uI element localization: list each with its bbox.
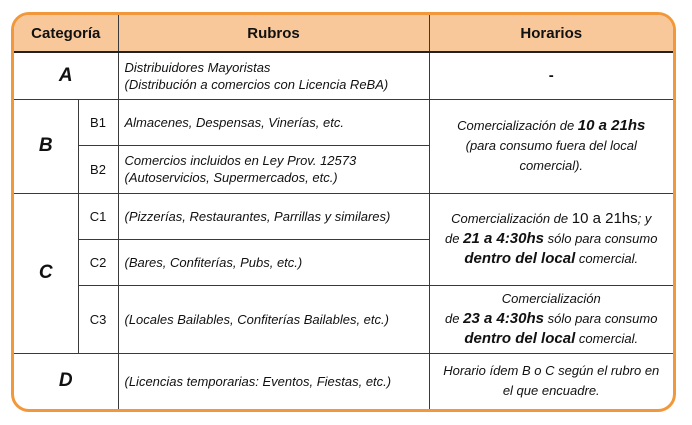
horario-c12-de: de [445, 231, 464, 246]
horario-c12-night: 21 a 4:30hs [463, 230, 544, 247]
category-d: D [14, 353, 118, 409]
table-row [14, 353, 673, 409]
horario-c3-local: dentro del local [464, 330, 576, 347]
rubro-b2 [118, 145, 429, 193]
horario-c12-consumo: sólo para consumo [544, 231, 658, 246]
header-rubros: Rubros [118, 15, 429, 52]
category-b: B [14, 99, 78, 193]
horario-c12-comercial: comercial. [575, 251, 639, 266]
schedule-table [14, 15, 673, 409]
sub-b2: B2 [78, 145, 118, 193]
horario-c12-post: ; y [637, 211, 652, 226]
horario-c3-consumo: sólo para consumo [544, 311, 658, 326]
header-horarios: Horarios [429, 15, 673, 52]
horario-c3-de: de [445, 311, 464, 326]
table-row [14, 285, 673, 353]
horario-a: - [429, 52, 673, 99]
horario-d-line1: Horario ídem B o C según el rubro en [443, 363, 660, 379]
horario-b-line3: comercial). [519, 158, 584, 173]
header-row [14, 15, 673, 52]
table-row [14, 193, 673, 239]
horario-b [429, 99, 673, 193]
rubro-b2-line2: (Autoservicios, Supermercados, etc.) [124, 170, 338, 185]
horario-d [429, 353, 673, 409]
horario-b-text: Comercialización de [457, 118, 578, 133]
horario-c12-text: Comercialización de [451, 211, 572, 226]
horario-c12-local: dentro del local [464, 250, 576, 267]
horario-c3-line1: Comercialización [501, 291, 601, 306]
rubro-a-line1: Distribuidores Mayoristas [124, 59, 271, 75]
sub-c2: C2 [78, 239, 118, 285]
category-c: C [14, 193, 78, 353]
rubro-d: (Licencias temporarias: Eventos, Fiestas, etc.) [118, 353, 429, 409]
rubro-c3: (Locales Bailables, Confiterías Bailables, etc.) [118, 285, 429, 353]
table-row [14, 52, 673, 99]
horario-c1-c2 [429, 193, 673, 285]
horario-b-line2: (para consumo fuera del local [465, 138, 637, 153]
horario-c3-time: 23 a 4:30hs [463, 310, 544, 327]
header-categoria: Categoría [14, 15, 118, 52]
category-a: A [14, 52, 118, 99]
rubro-c2: (Bares, Confiterías, Pubs, etc.) [118, 239, 429, 285]
sub-c3: C3 [78, 285, 118, 353]
sub-b1: B1 [78, 99, 118, 145]
rubro-b1: Almacenes, Despensas, Vinerías, etc. [118, 99, 429, 145]
rubro-c1: (Pizzerías, Restaurantes, Parrillas y similares) [118, 193, 429, 239]
rubro-a-line2: (Distribución a comercios con Licencia ReBA) [124, 76, 389, 92]
horario-c12-time: 10 a 21hs [571, 210, 638, 227]
horario-b-time: 10 a 21hs [577, 117, 646, 134]
rubro-b2-line1: Comercios incluidos en Ley Prov. 12573 [124, 153, 357, 168]
schedule-table-frame [11, 12, 676, 412]
horario-c3-comercial: comercial. [575, 331, 639, 346]
horario-d-line2: el que encuadre. [502, 383, 600, 399]
rubro-a [118, 52, 429, 99]
sub-c1: C1 [78, 193, 118, 239]
horario-c3 [429, 285, 673, 353]
table-row [14, 99, 673, 145]
